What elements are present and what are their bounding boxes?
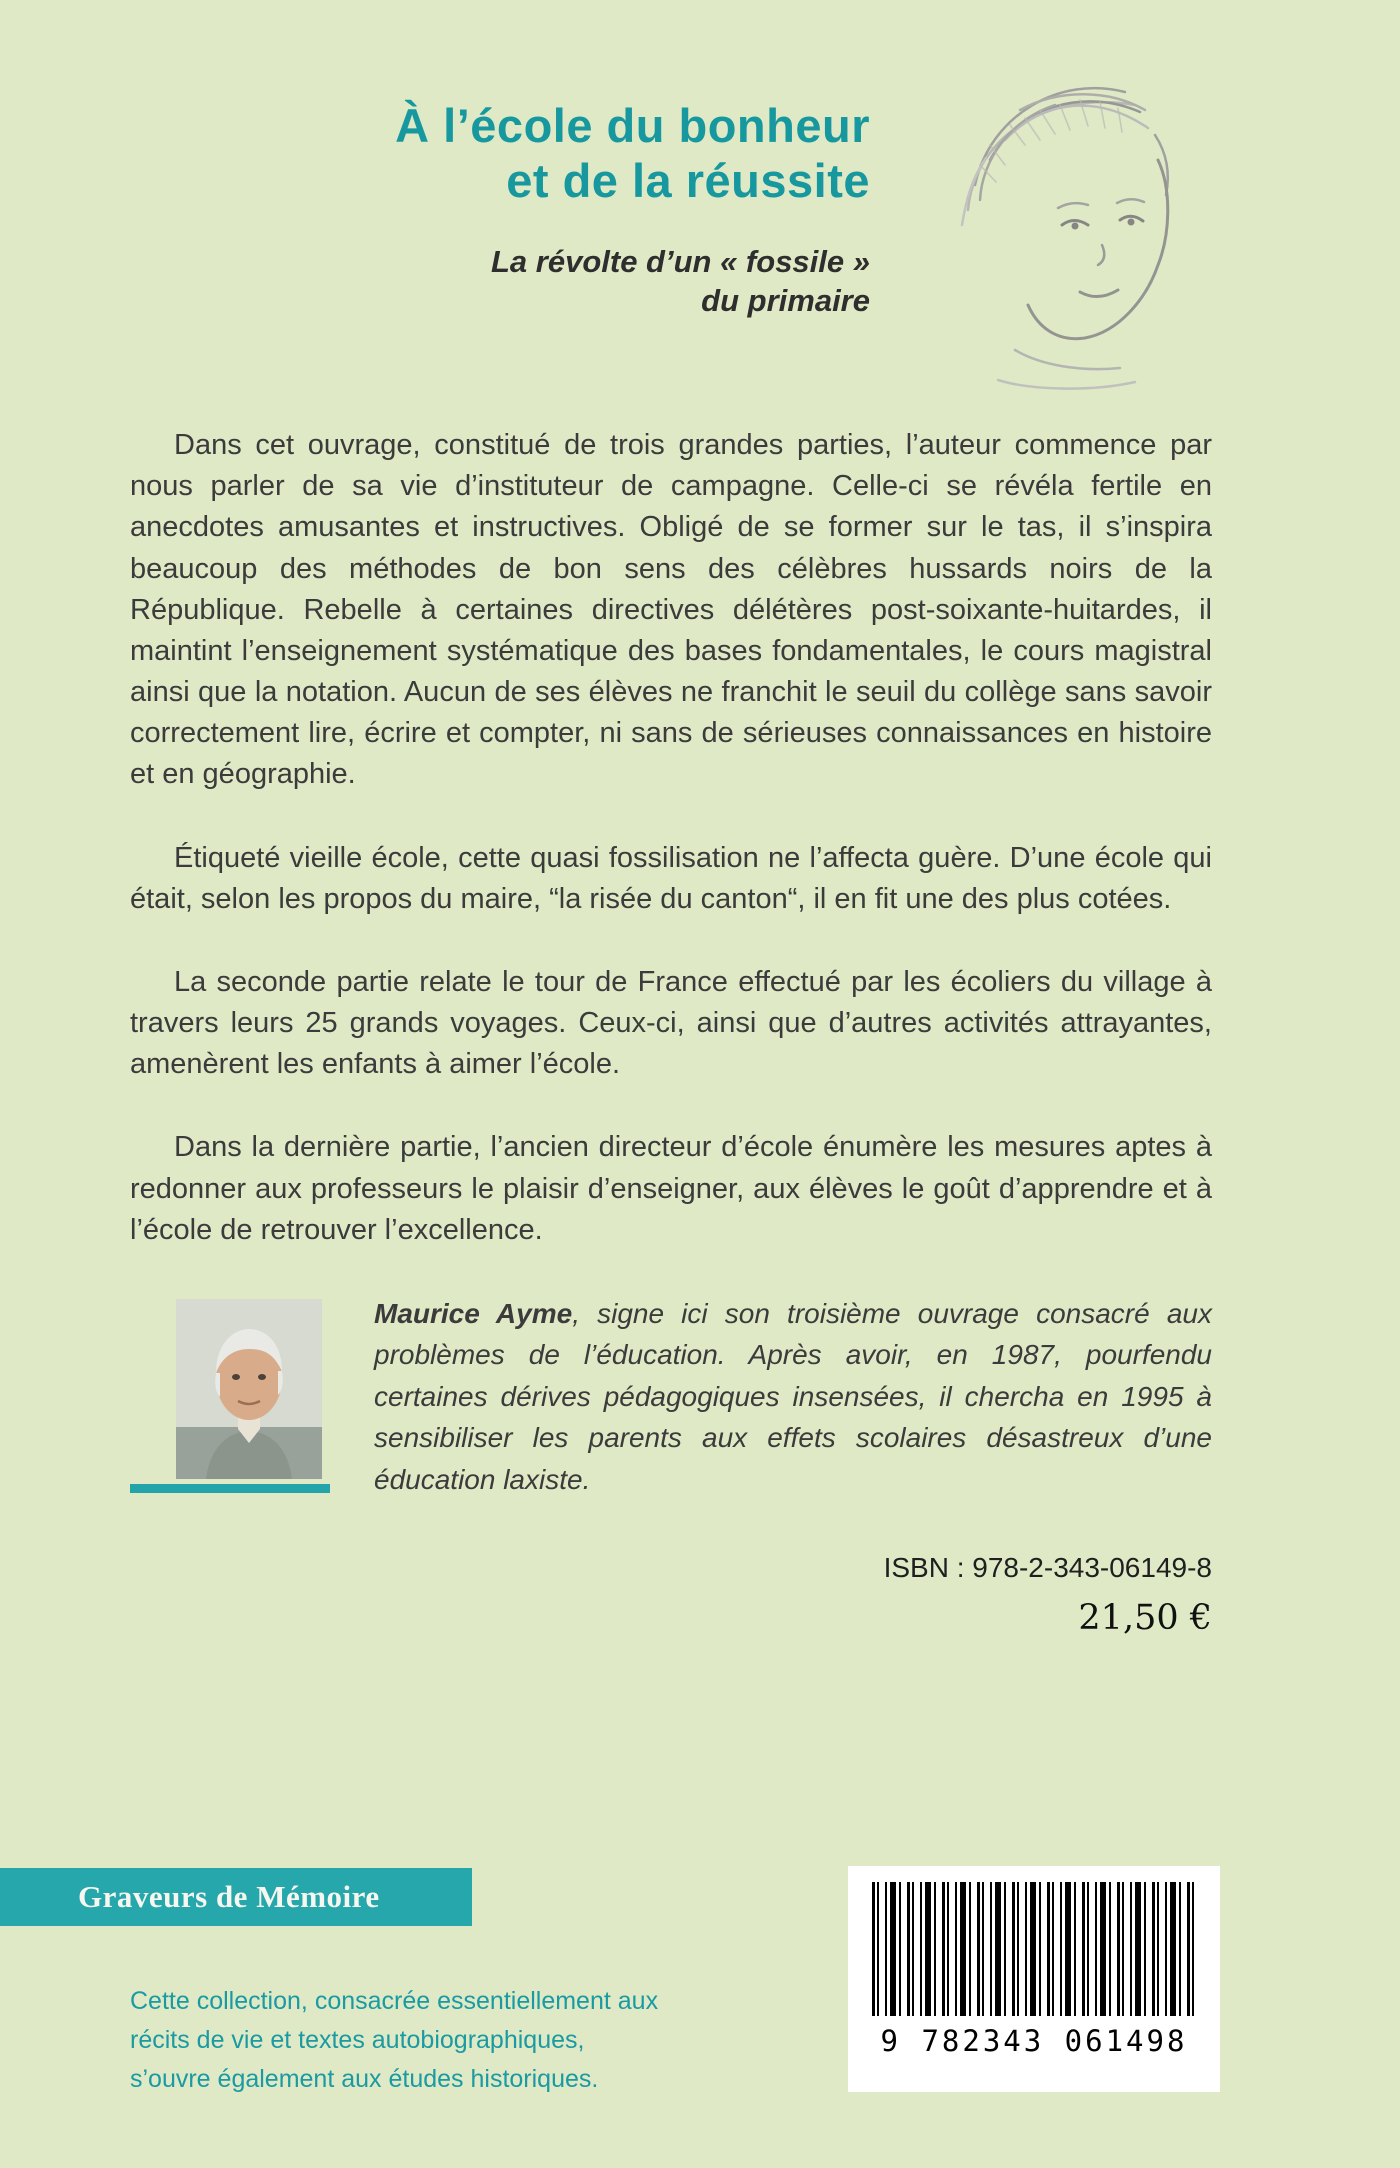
price: 21,50 € (1078, 1598, 1212, 1639)
barcode-bars (872, 1882, 1196, 2016)
author-bio (130, 1293, 1212, 1500)
child-sketch-image (920, 50, 1215, 395)
summary-text (130, 425, 1212, 1251)
title-line-2: et de la réussite (506, 154, 870, 208)
page-title (130, 98, 870, 209)
paragraph-4: Dans la dernière partie, l’ancien directeur d’école énumère les mesures aptes à redonner aux professeurs le plaisir d’enseigner, aux élèves le goût d’apprendre et à l’école de retrouver l’excellence. (130, 1131, 1212, 1246)
photo-accent-bar (130, 1484, 330, 1493)
collection-description: Cette collection, consacrée essentiellement aux récits de vie et textes autobiographiques, s’ouvre également aux études historiques. (130, 1987, 659, 2093)
author-bio-text (374, 1293, 1212, 1500)
paragraph-1: Dans cet ouvrage, constitué de trois grandes parties, l’auteur commence par nous parler de sa vie d’instituteur de campagne. Celle-ci se révéla fertile en anecdotes amusantes et instructives. Obligé de se former sur le tas, il s’inspira beaucoup des méthodes de bon sens des célèbres hussards noirs de la République. Rebelle à certaines directives délétères post-soixante-huitardes, il maintint l’enseignement systématique des bases fondamentales, le cours magistral ainsi que la notation. Aucun de ses élèves ne franchit le seuil du collège sans savoir correctement lire, écrire et compter, ni sans de sérieuses connaissances en histoire et en géographie. (130, 429, 1212, 791)
header (0, 0, 1400, 395)
barcode-number: 9 782343 061498 (880, 2024, 1188, 2058)
subtitle-line-1: La révolte d’un « fossile » (490, 243, 870, 279)
author-name: Maurice Ayme (374, 1297, 573, 1329)
author-portrait-photo (176, 1299, 322, 1479)
paragraph-2: Étiqueté vieille école, cette quasi fossilisation ne l’affecta guère. D’une école qui était, selon les propos du maire, “la risée du canton“, il en fit une des plus cotées. (130, 841, 1212, 915)
collection-name: Graveurs de Mémoire (78, 1879, 380, 1914)
subtitle-line-2: du primaire (701, 282, 870, 318)
isbn: ISBN : 978-2-343-06149-8 (883, 1552, 1212, 1584)
author-bio-body: , signe ici son troisième ouvrage consacré aux problèmes de l’éducation. Après avoir, en 1987, pourfendu certaines dérives pédagogiques insensées, il chercha en 1995 à sensibiliser les parents aux effets scolaires désastreux d’une éducation laxiste. (374, 1297, 1212, 1495)
author-photo-figure (130, 1299, 330, 1493)
title-line-1: À l’école du bonheur (395, 99, 870, 152)
subtitle (130, 243, 870, 321)
paragraph-3: La seconde partie relate le tour de France effectué par les écoliers du village à travers leurs 25 grands voyages. Ceux-ci, ainsi que d’autres activités attrayantes, amenèrent les enfants à aimer l’école. (130, 965, 1212, 1081)
collection-band (0, 1868, 472, 1926)
barcode (848, 1866, 1220, 2092)
title-block (130, 50, 870, 320)
isbn-price-block (0, 1552, 1212, 1638)
